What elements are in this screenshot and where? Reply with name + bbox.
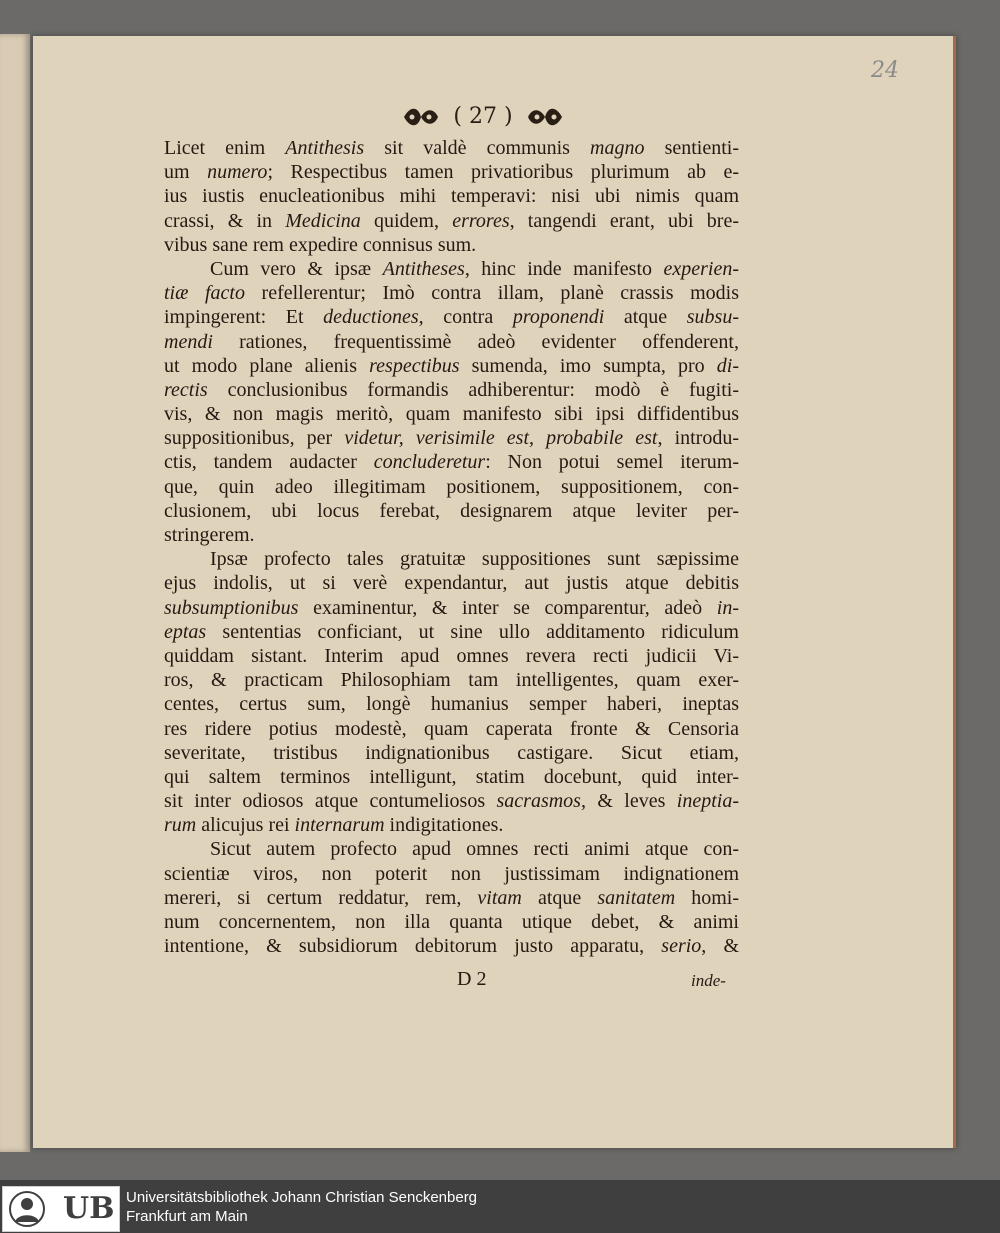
text-run: ; Respectibus tamen privatioribus plurimum ab e-	[267, 161, 739, 184]
left-ornament-icon	[402, 106, 440, 128]
text-line	[164, 475, 739, 499]
text-run: , &	[701, 935, 740, 958]
library-name-line-2: Frankfurt am Main	[126, 1208, 248, 1225]
text-run: refellerentur; Imò contra illam, planè crassis modis	[245, 282, 739, 305]
text-line	[164, 136, 739, 160]
italic-term: mendi	[164, 330, 213, 353]
text-line	[164, 692, 739, 716]
italic-term: di-	[716, 354, 739, 377]
text-run: stringerem.	[164, 524, 255, 546]
italic-term: Medicina	[285, 209, 361, 232]
previous-page-edge	[0, 34, 30, 1152]
body-text	[164, 136, 739, 958]
footer-bar	[0, 1180, 1000, 1233]
signature-mark: D 2	[457, 968, 487, 990]
text-run: severitate, tristibus indignationibus castigare. Sicut etiam,	[164, 741, 739, 764]
text-line	[164, 257, 739, 281]
text-run: num concernentem, non illa quanta utique debet, & animi	[164, 911, 739, 933]
text-line	[164, 789, 739, 813]
text-run: ejus indolis, ut si verè expendantur, aut justis atque debitis	[164, 572, 739, 595]
italic-term: magno	[590, 137, 645, 159]
library-name-line-1: Universitätsbibliothek Johann Christian Senckenberg	[126, 1189, 478, 1206]
text-line	[164, 523, 739, 547]
text-run: , hinc inde manifesto	[464, 257, 664, 280]
text-run: clusionem, ubi locus ferebat, designarem atque leviter per-	[164, 499, 739, 522]
portrait-seal-icon	[5, 1189, 57, 1229]
pencil-page-number: 24	[871, 58, 899, 83]
text-run: , tangendi erant, ubi bre-	[509, 209, 740, 232]
text-line	[164, 765, 739, 789]
text-run: vis, & non magis meritò, quam manifesto sibi ipsi diffidentibus	[164, 403, 739, 426]
text-run: crassi, & in	[164, 209, 286, 232]
text-line	[164, 596, 739, 620]
text-line	[164, 281, 739, 305]
italic-term: experien-	[663, 257, 740, 280]
text-run: res ridere potius modestè, quam caperata fronte & Censoria	[164, 717, 739, 740]
text-run: : Non potui semel iterum-	[485, 451, 739, 474]
text-line	[164, 354, 739, 378]
text-run: sentienti-	[644, 137, 739, 159]
italic-term: internarum	[294, 814, 385, 837]
text-line	[164, 426, 739, 450]
text-run: qui saltem terminos intelligunt, statim docebunt, quid inter-	[164, 765, 739, 788]
library-logo[interactable]	[2, 1186, 120, 1232]
italic-term: Antitheses	[382, 257, 465, 280]
text-line	[164, 837, 739, 861]
text-line	[164, 862, 739, 886]
italic-term: sanitatem	[597, 886, 676, 909]
italic-term: numero	[207, 161, 268, 184]
text-run: suppositionibus, per	[164, 427, 345, 450]
italic-term: proponendi	[512, 306, 605, 329]
text-line	[164, 330, 739, 354]
text-run: mereri, si certum reddatur, rem,	[164, 886, 478, 909]
text-run: Cum vero & ipsæ	[210, 257, 383, 280]
text-line	[164, 305, 739, 329]
text-line	[164, 160, 739, 184]
text-run: quiddam sistant. Interim apud omnes revera recti judicii Vi-	[164, 644, 739, 667]
text-run: Ipsæ profecto tales gratuitæ suppositiones sunt sæpissime	[210, 548, 739, 571]
text-run: , & leves	[580, 790, 677, 813]
italic-term: in-	[716, 596, 739, 619]
text-line	[164, 571, 739, 595]
italic-term: serio	[661, 935, 702, 958]
italic-term: videtur, verisimile est, probabile est	[344, 427, 658, 450]
text-run: homi-	[675, 886, 740, 909]
text-run: conclusionibus formandis adhiberentur: modò è fugiti-	[207, 378, 739, 401]
text-run: intentione, & subsidiorum debitorum justo apparatu,	[164, 935, 662, 958]
text-run: centes, certus sum, longè humanius semper haberi, ineptas	[164, 693, 739, 716]
library-name	[126, 1188, 477, 1226]
text-run: examinentur, & inter se comparentur, adeò	[298, 596, 717, 619]
text-run: scientiæ viros, non poterit non justissimam indignationem	[164, 862, 739, 885]
logo-text: UB	[63, 1191, 115, 1226]
page-number: ( 27 )	[453, 104, 513, 129]
italic-term: subsu-	[686, 306, 739, 329]
text-line	[164, 499, 739, 523]
text-run: que, quin adeo illegitimam positionem, suppositionem, con-	[164, 475, 739, 498]
text-run: alicujus rei	[196, 814, 295, 837]
italic-term: ineptia-	[676, 790, 739, 813]
text-line	[164, 402, 739, 426]
text-run: Sicut autem profecto apud omnes recti animi atque con-	[210, 838, 739, 861]
text-line	[164, 910, 739, 934]
text-line	[164, 717, 739, 741]
text-line	[164, 378, 739, 402]
italic-term: vitam	[477, 886, 522, 909]
text-run: ut modo plane alienis	[164, 354, 370, 377]
book-page	[33, 36, 956, 1148]
text-run: ctis, tandem audacter	[164, 451, 374, 474]
text-run: um	[164, 161, 208, 184]
italic-term: eptas	[164, 620, 207, 643]
text-run: sit valdè communis	[364, 137, 591, 159]
text-run: Licet enim	[164, 137, 286, 159]
text-run: ius iustis enucleationibus mihi temperavi: nisi ubi nimis quam	[164, 185, 739, 208]
text-line	[164, 184, 739, 208]
text-run: atque	[521, 886, 598, 909]
text-line	[164, 233, 739, 257]
text-line	[164, 668, 739, 692]
text-line	[164, 813, 739, 837]
italic-term: deductiones	[323, 306, 419, 329]
page-header	[33, 104, 933, 129]
text-run: sententias conficiant, ut sine ullo additamento ridiculum	[206, 620, 739, 643]
text-run: rationes, frequentissimè adeò evidenter offenderent,	[212, 330, 739, 353]
text-run: , contra	[418, 306, 513, 329]
right-ornament-icon	[526, 106, 564, 128]
text-line	[164, 644, 739, 668]
text-run: quidem,	[360, 209, 453, 232]
text-line	[164, 450, 739, 474]
text-run: vibus sane rem expedire connisus sum.	[164, 233, 477, 256]
text-run: sit inter odiosos atque contumeliosos	[164, 790, 497, 813]
text-line	[164, 934, 739, 958]
text-line	[164, 547, 739, 571]
catchword: inde-	[691, 971, 726, 990]
italic-term: respectibus	[369, 354, 460, 377]
italic-term: rectis	[164, 378, 208, 401]
text-run: ros, & practicam Philosophiam tam intelligentes, quam exer-	[164, 669, 739, 692]
text-line	[164, 620, 739, 644]
text-run: indigitationes.	[384, 814, 504, 837]
italic-term: tiæ facto	[164, 282, 245, 305]
text-run: sumenda, imo sumpta, pro	[459, 354, 717, 377]
text-line	[164, 886, 739, 910]
text-run: , introdu-	[657, 427, 739, 450]
text-line	[164, 741, 739, 765]
text-run: atque	[604, 306, 687, 329]
text-line	[164, 209, 739, 233]
italic-term: errores	[452, 209, 510, 232]
italic-term: concluderetur	[373, 451, 486, 474]
italic-term: sacrasmos	[496, 790, 581, 813]
italic-term: rum	[164, 814, 197, 837]
italic-term: subsumptionibus	[164, 596, 299, 619]
text-run: impingerent: Et	[164, 306, 324, 329]
italic-term: Antithesis	[285, 137, 365, 159]
